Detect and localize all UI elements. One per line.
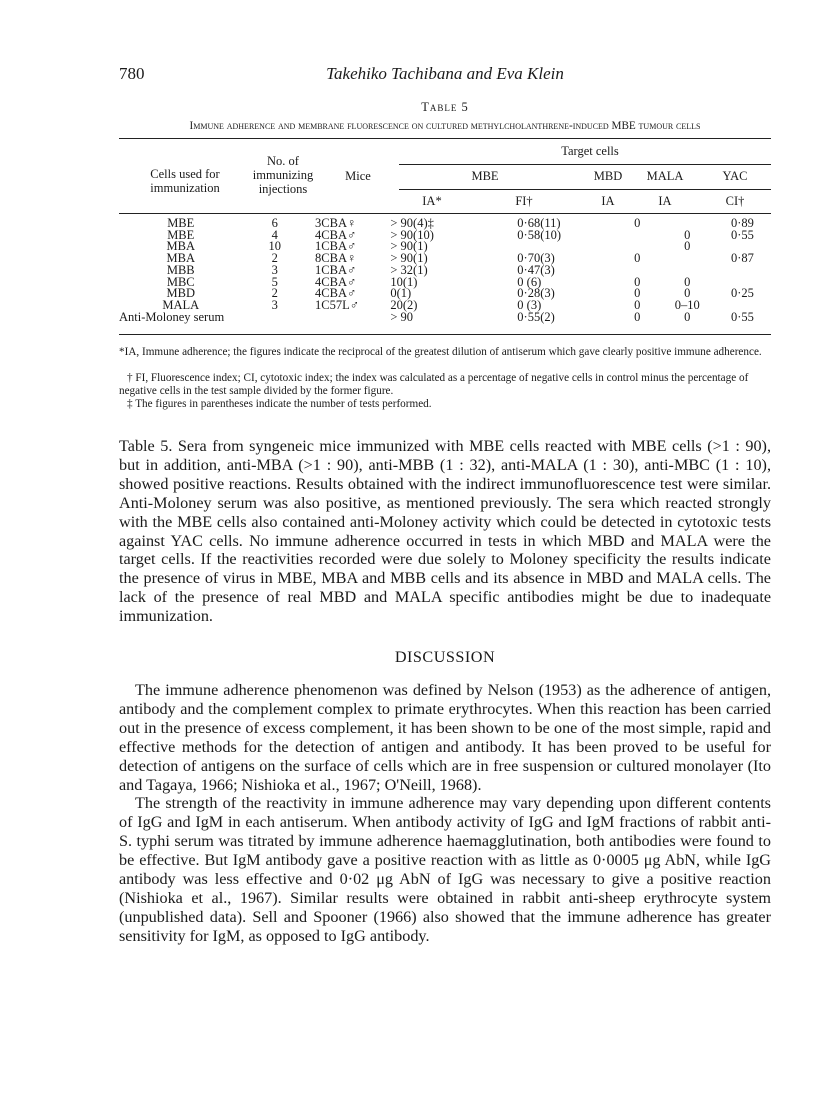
- table-footnote-3: ‡ The figures in parentheses indicate the number of tests performed.: [127, 398, 432, 410]
- cell-mbe-ia: 0(1): [390, 286, 412, 301]
- cell-injections: 6: [271, 216, 278, 230]
- cell-injections: 10: [268, 239, 281, 254]
- cell-mbe-fi: 0·55(2): [517, 309, 555, 324]
- cell-immunization: MALA: [162, 297, 200, 312]
- cell-mbd-ia: 0: [634, 286, 641, 301]
- cell-mala-ia: 0: [684, 286, 691, 301]
- running-title: Takehiko Tachibana and Eva Klein: [326, 64, 564, 83]
- cell-mala-ia: [661, 253, 714, 265]
- discussion-paragraph-2: The strength of the reactivity in immune adherence may vary depending upon different contents of IgG and IgM in each antiserum. When antibody activity of IgG and IgM fractions of rabbit anti-S. typhi serum was titrated by immune adherence haemagglutination, both antibodies were found to be effective. But IgM antibody gave a positive reaction with as little as 0·0005 μg AbN, while IgG antibody was less effective and 0·02 μg AbN of IgG was necessary to give a positive reaction (Nishioka et al., 1967). Similar results were obtained in rabbit anti-sheep erythrocyte system (unpublished data). Sell and Spooner (1966) also showed that the immune adherence has greater sensitivity for IgM, as opposed to IgG antibody.: [119, 794, 771, 945]
- cell-yac-ci: 0·55: [730, 227, 754, 242]
- cell-injections: 3: [271, 262, 278, 277]
- cell-mbe-fi: 0 (6): [517, 274, 542, 289]
- cell-mice: [307, 312, 382, 324]
- discussion-text: [119, 681, 771, 946]
- cell-injections: 3: [271, 297, 278, 312]
- cell-mbd-ia: 0: [634, 274, 641, 289]
- cell-mbe-ia: > 90(4)‡: [390, 216, 434, 230]
- cell-immunization: MBC: [166, 274, 195, 289]
- cell-mbe-ia: 20(2): [390, 297, 418, 312]
- cell-mala-ia: 0: [684, 309, 691, 324]
- cell-mbd-ia: 0: [634, 216, 641, 230]
- cell-injections: 2: [271, 251, 278, 266]
- data-table: [119, 218, 771, 323]
- cell-yac-ci: 0·25: [730, 286, 754, 301]
- header-injections: No. of immunizing injections: [252, 154, 314, 196]
- cell-immunization: MBA: [166, 251, 195, 266]
- cell-injections: 2: [271, 286, 278, 301]
- cell-mbd-ia: [614, 230, 661, 242]
- cell-yac-ci: [714, 265, 771, 277]
- table-row: [119, 253, 771, 265]
- cell-yac-ci: 0·55: [730, 309, 754, 324]
- table-top-rule: [119, 138, 771, 139]
- section-heading-discussion: DISCUSSION: [394, 648, 496, 666]
- cell-mice: 1C57L♂: [315, 297, 360, 312]
- cell-mice: 3CBA♀: [315, 216, 357, 230]
- cell-mbd-ia: 0: [634, 309, 641, 324]
- table-footnote-1: *IA, Immune adherence; the figures indicate the reciprocal of the greatest dilution of antiserum which gave clearly positive immune adherence.: [119, 346, 762, 358]
- cell-mbd-ia: 0: [634, 251, 641, 266]
- cell-mbe-ia: > 90: [390, 309, 414, 324]
- table-row: [119, 288, 771, 300]
- header-yac: YAC: [722, 169, 748, 183]
- table-footnote-2: † FI, Fluorescence index; CI, cytotoxic index; the index was calculated as a percentage of negative cells in control minus the percentage of negative cells in the test sample divided by the former figure.: [119, 372, 749, 397]
- header-mbd: MBD: [593, 169, 623, 183]
- cell-mbe-fi: 0·58(10): [517, 227, 562, 242]
- cell-immunization: MBE: [167, 216, 195, 230]
- results-text: [119, 437, 771, 626]
- cell-mbe-fi: 0·47(3): [517, 262, 555, 277]
- cell-mbe-ia: > 90(1): [390, 251, 428, 266]
- cell-mbe-ia: > 90(1): [390, 239, 428, 254]
- cell-immunization: Anti-Moloney serum: [119, 309, 225, 324]
- table-row: [119, 218, 771, 230]
- cell-mala-ia: 0: [684, 274, 691, 289]
- cell-mala-ia: 0: [684, 239, 691, 254]
- cell-mice: 8CBA♀: [315, 251, 357, 266]
- cell-mice: 4CBA♂: [315, 227, 357, 242]
- paragraph-table5: Table 5. Sera from syngeneic mice immunized with MBE cells reacted with MBE cells (>1 : 90), but in addition, anti-MBA (>1 : 90), anti-MBB (1 : 32), anti-MALA (1 : 30), anti-MBC (1 : 10), showed positive reactions. Results obtained with the indirect immunofluorescence test were similar. Anti-Moloney serum was also positive, as mentioned previously. The sera which reacted strongly with the MBE cells also contained anti-Moloney activity which could be detected in cytotoxic tests against YAC cells. No immune adherence occurred in tests in which MBD and MALA were the target cells. If the reactivities recorded were due solely to Moloney specificity the results indicate the presence of virus in MBE, MBA and MBB cells and its absence in MBD and MALA cells. The lack of the presence of real MBD and MALA specific antibodies might be due to inadequate immunization.: [119, 437, 771, 626]
- cell-immunization: MBB: [166, 262, 195, 277]
- target-cells-rule: [399, 164, 771, 165]
- cell-yac-ci: 0·89: [730, 216, 754, 230]
- cell-injections: 4: [271, 227, 278, 242]
- table-caption: [119, 100, 771, 132]
- table-bottom-rule: [119, 334, 771, 335]
- cell-mbd-ia: 0: [634, 297, 641, 312]
- header-fi: FI†: [515, 194, 533, 208]
- cell-mbe-fi: 0·28(3): [517, 286, 555, 301]
- cell-mice: 4CBA♂: [315, 286, 357, 301]
- header-mala: MALA: [646, 169, 684, 183]
- cell-mice: 1CBA♂: [315, 239, 357, 254]
- cell-yac-ci: 0·87: [730, 251, 754, 266]
- cell-mice: 1CBA♂: [315, 262, 357, 277]
- header-target-cells: Target cells: [561, 144, 619, 158]
- cell-mbe-ia: > 32(1): [390, 262, 428, 277]
- cell-immunization: MBD: [166, 286, 195, 301]
- cell-injections: 5: [271, 274, 278, 289]
- header-mbe: MBE: [471, 169, 499, 183]
- cell-mbe-fi: 0·70(3): [517, 251, 555, 266]
- header-cells-used: Cells used for immunization: [150, 167, 220, 195]
- table-title: Immune adherence and membrane fluorescence on cultured methylcholanthrene-induced MBE tumour cells: [189, 120, 701, 132]
- table-row: [119, 277, 771, 289]
- cell-immunization: MBE: [167, 227, 195, 242]
- table-row: [119, 230, 771, 242]
- subgroup-rule: [399, 189, 771, 190]
- cell-mala-ia: 0–10: [674, 297, 700, 312]
- cell-mice: 4CBA♂: [315, 274, 357, 289]
- table-row: [119, 265, 771, 277]
- header-ci: CI†: [725, 194, 745, 208]
- cell-mala-ia: 0: [684, 227, 691, 242]
- cell-mbe-ia: 10(1): [390, 274, 418, 289]
- header-ia-mala: IA: [658, 194, 672, 208]
- header-mice: Mice: [345, 169, 371, 183]
- header-ia: IA*: [422, 194, 442, 208]
- cell-mbe-fi: 0 (3): [517, 297, 542, 312]
- discussion-paragraph-1: The immune adherence phenomenon was defined by Nelson (1953) as the adherence of antigen, antibody and the complement complex to primate erythrocytes. When this reaction has been carried out in the presence of excess complement, it has been shown to be one of the most simple, rapid and effective methods for the detection of antigen and antibody. It has been proved to be useful for detection of antigens on the surface of cells which are in free suspension or cultured monolayer (Ito and Tagaya, 1966; Nishioka et al., 1967; O'Neill, 1968).: [119, 681, 771, 794]
- table-row: [119, 241, 771, 253]
- page-header: [119, 64, 771, 88]
- cell-injections: [242, 312, 307, 324]
- table-row: [119, 312, 771, 324]
- page-number: 780: [119, 64, 145, 83]
- table-number: Table 5: [421, 100, 469, 114]
- cell-immunization: MBA: [166, 239, 195, 254]
- header-bottom-rule: [119, 213, 771, 214]
- header-ia-mbd: IA: [601, 194, 615, 208]
- cell-mbe-ia: > 90(10): [390, 227, 434, 242]
- cell-mbe-fi: 0·68(11): [517, 216, 561, 230]
